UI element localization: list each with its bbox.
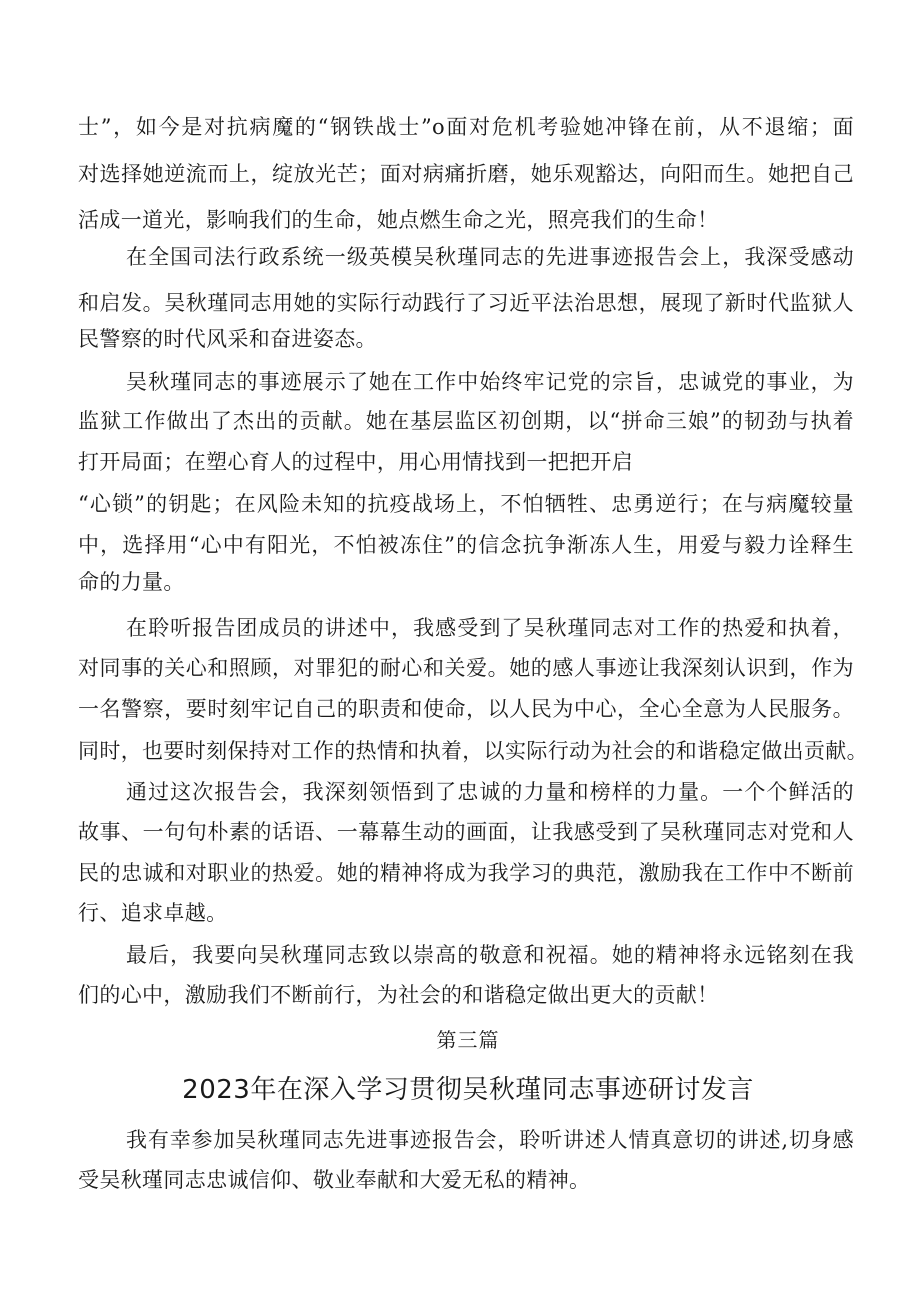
paragraph-3-line-3: 打开局面；在塑心育人的过程中，用心用情找到一把把开启 bbox=[78, 450, 634, 474]
paragraph-5-line-3: 民的忠诚和对职业的热爱。她的精神将成为我学习的典范，激励我在工作中不断前 bbox=[78, 861, 854, 885]
paragraph-3-line-2: 监狱工作做出了杰出的贡献。她在基层监区初创期，以“拼命三娘”的韧劲与执着 bbox=[78, 409, 854, 433]
paragraph-1-line-2: 对选择她逆流而上，绽放光芒；面对病痛折磨，她乐观豁达，向阳而生。她把自己 bbox=[78, 162, 854, 186]
paragraph-3-line-4: “心锁”的钥匙；在风险未知的抗疫战场上，不怕牺牲、忠勇逆行；在与病魔较量 bbox=[78, 492, 854, 516]
paragraph-4-line-4: 同时，也要时刻保持对工作的热情和执着，以实际行动为社会的和谐稳定做出贡献。 bbox=[78, 739, 868, 763]
paragraph-1-line-3: 活成一道光，影响我们的生命，她点燃生命之光，照亮我们的生命！ bbox=[78, 208, 719, 232]
paragraph-4-line-2: 对同事的关心和照顾，对罪犯的耐心和关爱。她的感人事迹让我深刻认识到，作为 bbox=[78, 656, 854, 680]
closing-paragraph-line-1: 我有幸参加吴秋瑾同志先进事迹报告会，聆听讲述人情真意切的讲述,切身感 bbox=[126, 1128, 854, 1152]
paragraph-3-line-6: 命的力量。 bbox=[78, 570, 185, 594]
paragraph-6-line-2: 们的心中，激励我们不断前行，为社会的和谐稳定做出更大的贡献！ bbox=[78, 983, 719, 1007]
paragraph-4-line-1: 在聆听报告团成员的讲述中，我感受到了吴秋瑾同志对工作的热爱和执着， bbox=[126, 616, 854, 640]
paragraph-5-line-2: 故事、一句句朴素的话语、一幕幕生动的画面，让我感受到了吴秋瑾同志对党和人 bbox=[78, 820, 854, 844]
paragraph-1-line-1: 士”，如今是对抗病魔的“钢铁战士”o面对危机考验她冲锋在前，从不退缩；面 bbox=[78, 115, 854, 139]
paragraph-4-line-3: 一名警察，要时刻牢记自己的职责和使命，以人民为中心，全心全意为人民服务。 bbox=[78, 697, 854, 721]
paragraph-2-line-2: 和启发。吴秋瑾同志用她的实际行动践行了习近平法治思想，展现了新时代监狱人 bbox=[78, 291, 854, 315]
section-label: 第三篇 bbox=[436, 1028, 500, 1052]
closing-paragraph-line-2: 受吴秋瑾同志忠诚信仰、敬业奉献和大爱无私的精神。 bbox=[78, 1168, 591, 1192]
document-title: 2023年在深入学习贯彻吴秋瑾同志事迹研讨发言 bbox=[182, 1075, 754, 1105]
paragraph-6-line-1: 最后，我要向吴秋瑾同志致以崇高的敬意和祝福。她的精神将永远铭刻在我 bbox=[126, 943, 854, 967]
paragraph-3-line-1: 吴秋瑾同志的事迹展示了她在工作中始终牢记党的宗旨，忠诚党的事业，为 bbox=[126, 370, 854, 394]
paragraph-2-line-3: 民警察的时代风采和奋进姿态。 bbox=[78, 327, 377, 351]
paragraph-2-line-1: 在全国司法行政系统一级英模吴秋瑾同志的先进事迹报告会上，我深受感动 bbox=[126, 245, 854, 269]
paragraph-5-line-1: 通过这次报告会，我深刻领悟到了忠诚的力量和榜样的力量。一个个鲜活的 bbox=[126, 780, 854, 804]
paragraph-5-line-4: 行、追求卓越。 bbox=[78, 901, 228, 925]
paragraph-3-line-5: 中，选择用“心中有阳光，不怕被冻住”的信念抗争渐冻人生，用爱与毅力诠释生 bbox=[78, 533, 854, 557]
